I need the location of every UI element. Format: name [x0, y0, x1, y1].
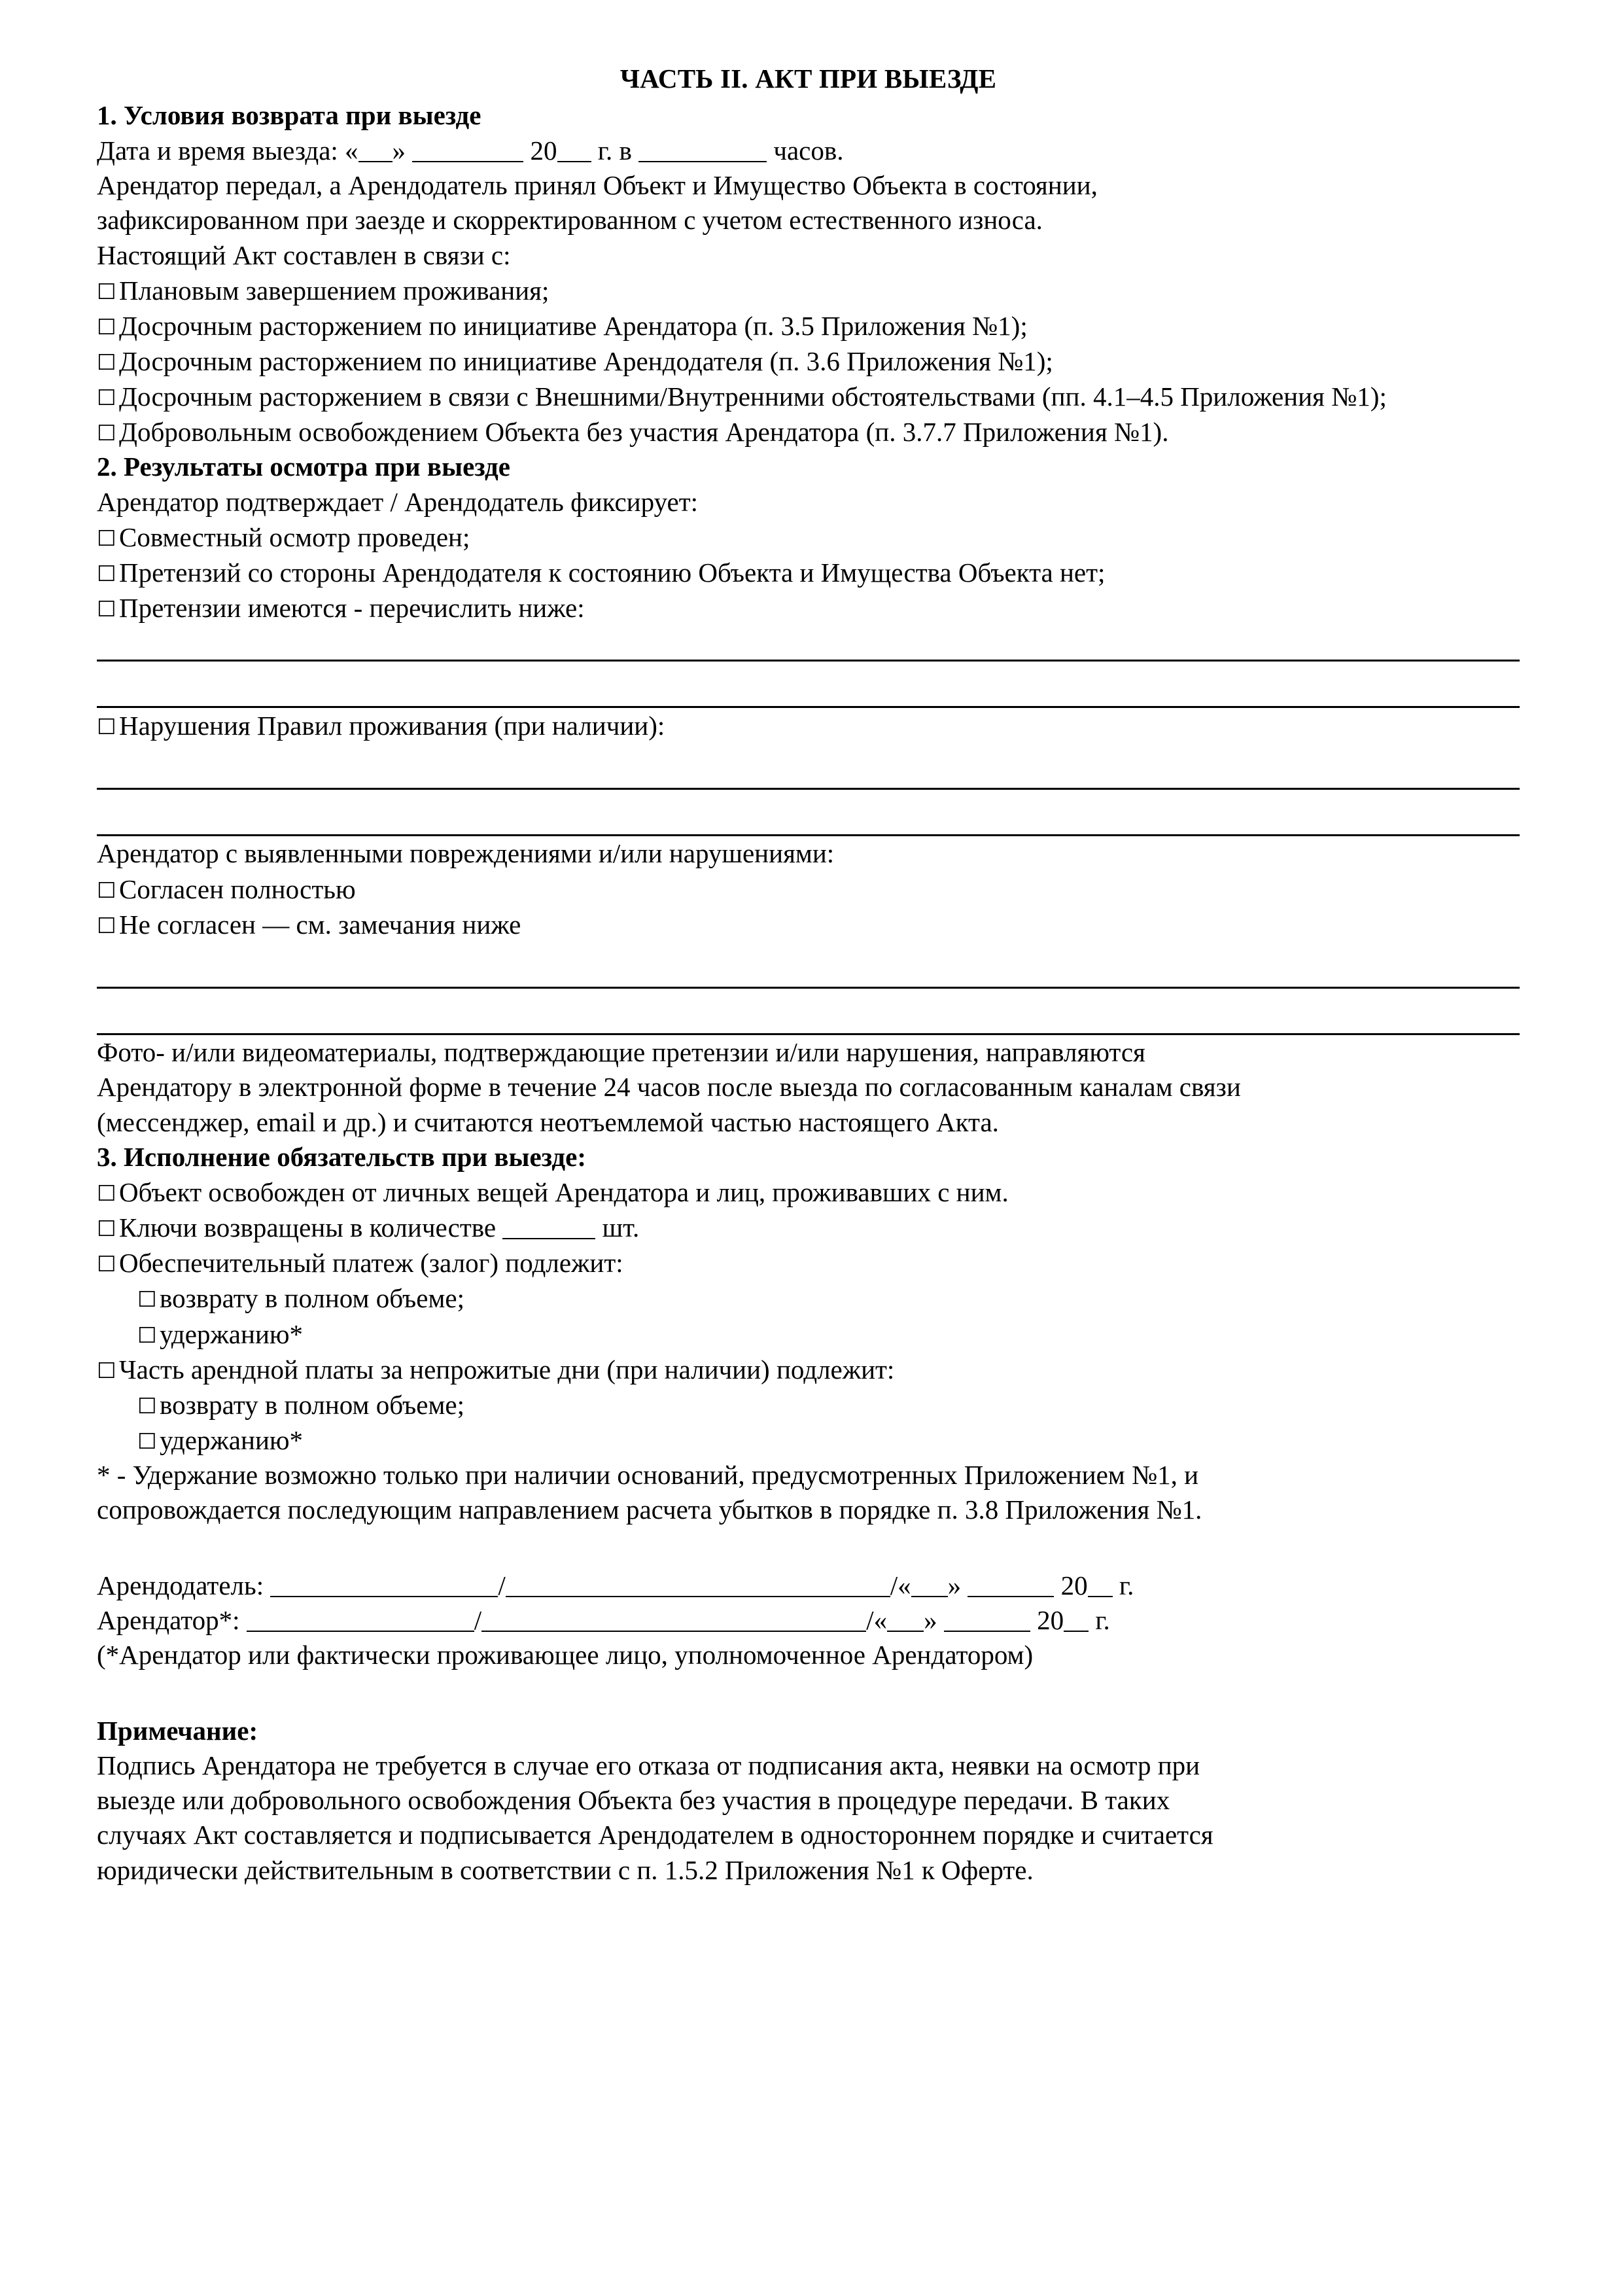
obligation-keys-returned[interactable] [97, 1210, 1520, 1245]
checkbox-icon[interactable]: ☐ [97, 349, 116, 376]
inspection-option-joint[interactable] [97, 520, 1520, 555]
keys-count-blank[interactable] [502, 1238, 595, 1239]
signature-top-spacer [97, 1528, 1520, 1568]
landlord-year-blank[interactable] [1088, 1596, 1113, 1597]
inspection-option-label: Претензий со стороны Арендодателя к состоянию Объекта и Имущества Объекта нет; [119, 557, 1106, 588]
rent-option-label: удержанию* [160, 1424, 304, 1455]
tenant-label: Арендатор*: [97, 1604, 240, 1635]
handover-paragraph-line-2: зафиксированном при заезде и скорректированном с учетом естественного износа. [97, 205, 1043, 236]
keys-suffix-label: шт. [602, 1212, 640, 1243]
remarks-write-space-2 [97, 989, 1520, 1033]
checkbox-icon[interactable]: ☐ [97, 1180, 116, 1207]
year-prefix: 20 [1060, 1570, 1088, 1600]
note-line-1: Подпись Арендатора не требуется в случае его отказа от подписания акта, неявки на осмотр при [97, 1750, 1200, 1780]
obligation-deposit[interactable] [97, 1245, 1520, 1280]
checkbox-icon[interactable]: ☐ [137, 1392, 157, 1419]
tenant-year-blank[interactable] [1064, 1631, 1089, 1632]
note-line-2: выезде или добровольного освобождения Объекта без участия в процедуре передачи. В таких [97, 1785, 1170, 1816]
deposit-label: Обеспечительный платеж (залог) подлежит: [119, 1248, 623, 1279]
year-suffix: г. [1119, 1570, 1134, 1600]
date-line-after-day: » [392, 135, 406, 166]
landlord-signature-blank[interactable] [270, 1596, 498, 1597]
date-open-quote: « [898, 1570, 911, 1600]
date-line-prefix: Дата и время выезда: « [97, 135, 358, 166]
slash-separator: / [498, 1570, 506, 1600]
rent-label: Часть арендной платы за непрожитые дни (при наличии) подлежит: [119, 1354, 895, 1385]
violations-option-label: Нарушения Правил проживания (при наличии): [119, 711, 665, 741]
keys-prefix-label: Ключи возвращены в количестве [119, 1212, 497, 1243]
inspection-option-no-claims[interactable] [97, 555, 1520, 590]
tenant-agreement-intro: Арендатор с выявленными повреждениями и/или нарушениями: [97, 838, 835, 869]
media-paragraph-line-2: Арендатору в электронной форме в течение 24 часов после выезда по согласованным каналам связи [97, 1072, 1241, 1103]
date-line-after-year: г. в [597, 135, 632, 166]
note-line-4: юридически действительным в соответствии с п. 1.5.2 Приложения №1 к Оферте. [97, 1854, 1034, 1885]
note-heading: Примечание: [97, 1715, 258, 1746]
checkbox-icon[interactable]: ☐ [97, 1357, 116, 1383]
checkbox-icon[interactable]: ☐ [97, 420, 116, 446]
landlord-label: Арендодатель: [97, 1570, 264, 1600]
claims-write-space-1 [97, 626, 1520, 660]
year-blank[interactable] [557, 161, 591, 162]
date-line-suffix: часов. [773, 135, 844, 166]
media-paragraph-line-1: Фото- и/или видеоматериалы, подтверждающие претензии и/или нарушения, направляются [97, 1036, 1145, 1067]
rent-option-label: возврату в полном объеме; [160, 1389, 464, 1420]
reason-option-planned[interactable] [97, 273, 1520, 308]
checkbox-icon[interactable]: ☐ [97, 1251, 116, 1277]
year-prefix: 20 [530, 135, 557, 166]
note-top-spacer [97, 1673, 1520, 1714]
reason-option-landlord-early[interactable] [97, 344, 1520, 379]
section-3-heading: 3. Исполнение обязательств при выезде: [97, 1141, 586, 1172]
violations-write-space-1 [97, 743, 1520, 788]
tenant-day-blank[interactable] [887, 1631, 924, 1632]
tenant-fio-blank[interactable] [481, 1631, 866, 1632]
media-paragraph-line-3: (мессенджер, email и др.) и считаются неотъемлемой частью настоящего Акта. [97, 1106, 999, 1137]
checkbox-icon[interactable]: ☐ [137, 1428, 157, 1454]
reason-option-label: Досрочным расторжением по инициативе Арендодателя (п. 3.6 Приложения №1); [119, 346, 1053, 377]
checkbox-icon[interactable]: ☐ [97, 561, 116, 587]
remarks-write-space-1 [97, 942, 1520, 987]
withholding-footnote-line-1: * - Удержание возможно только при наличии оснований, предусмотренных Приложением №1, и [97, 1460, 1199, 1491]
deposit-option-full-refund[interactable] [97, 1280, 1520, 1316]
inspection-option-label: Совместный осмотр проведен; [119, 522, 470, 552]
checkbox-icon[interactable]: ☐ [97, 912, 116, 938]
inspection-intro: Арендатор подтверждает / Арендодатель фиксирует: [97, 486, 699, 517]
inspection-option-label: Претензии имеются - перечислить ниже: [119, 593, 585, 624]
checkbox-icon[interactable]: ☐ [97, 596, 116, 622]
checkbox-icon[interactable]: ☐ [137, 1322, 157, 1348]
violations-write-space-2 [97, 790, 1520, 834]
agreement-option-label: Согласен полностью [119, 874, 356, 904]
slash-separator: / [866, 1604, 874, 1635]
reason-option-voluntary[interactable] [97, 414, 1520, 450]
handover-paragraph-line-1: Арендатор передал, а Арендодатель принял Объект и Имущество Объекта в состоянии, [97, 169, 1098, 200]
checkbox-icon[interactable]: ☐ [97, 525, 116, 551]
checkbox-icon[interactable]: ☐ [97, 877, 116, 903]
checkbox-icon[interactable]: ☐ [97, 278, 116, 304]
obligation-label: Объект освобожден от личных вещей Арендатора и лиц, проживавших с ним. [119, 1177, 1009, 1208]
checkbox-icon[interactable]: ☐ [97, 1216, 116, 1242]
checkbox-icon[interactable]: ☐ [97, 714, 116, 740]
reason-option-circumstances[interactable] [97, 379, 1520, 414]
section-1-heading: 1. Условия возврата при выезде [97, 100, 481, 131]
checkbox-icon[interactable]: ☐ [97, 385, 116, 411]
date-close-quote: » [924, 1604, 937, 1635]
slash-separator: / [474, 1604, 482, 1635]
year-prefix: 20 [1037, 1604, 1064, 1635]
rent-option-withholding[interactable] [97, 1422, 1520, 1458]
reason-option-tenant-early[interactable] [97, 308, 1520, 344]
act-reason-intro: Настоящий Акт составлен в связи с: [97, 239, 511, 270]
landlord-month-blank[interactable] [968, 1596, 1054, 1597]
inspection-option-claims-exist[interactable] [97, 590, 1520, 626]
reason-option-label: Добровольным освобождением Объекта без участия Арендатора (п. 3.7.7 Приложения №1). [119, 417, 1169, 448]
section-2-heading: 2. Результаты осмотра при выезде [97, 451, 510, 482]
agreement-option-label: Не согласен — см. замечания ниже [119, 909, 521, 940]
obligation-objects-cleared[interactable] [97, 1174, 1520, 1210]
deposit-option-label: удержанию* [160, 1318, 304, 1349]
date-close-quote: » [947, 1570, 962, 1600]
agreement-option-disagree[interactable] [97, 907, 1520, 942]
page-title: ЧАСТЬ II. АКТ ПРИ ВЫЕЗДЕ [620, 63, 997, 94]
date-open-quote: « [873, 1604, 888, 1635]
landlord-fio-blank[interactable] [506, 1596, 890, 1597]
deposit-option-withholding[interactable] [97, 1316, 1520, 1352]
deposit-option-label: возврату в полном объеме; [160, 1283, 464, 1314]
day-blank[interactable] [358, 161, 393, 162]
slash-separator: / [890, 1570, 898, 1600]
landlord-day-blank[interactable] [911, 1596, 948, 1597]
tenant-month-blank[interactable] [944, 1631, 1030, 1632]
violations-option[interactable] [97, 708, 1520, 743]
agreement-option-agree[interactable] [97, 872, 1520, 907]
note-line-3: случаях Акт составляется и подписывается Арендодателем в одностороннем порядке и считается [97, 1820, 1213, 1850]
year-suffix: г. [1095, 1604, 1110, 1635]
landlord-signature-row[interactable] [97, 1568, 1520, 1603]
tenant-signature-footnote: (*Арендатор или фактически проживающее лицо, уполномоченное Арендатором) [97, 1640, 1034, 1670]
reason-option-label: Досрочным расторжением в связи с Внешними/Внутренними обстоятельствами (пп. 4.1–4.5 Приложения №1); [119, 381, 1387, 412]
withholding-footnote-line-2: сопровождается последующим направлением расчета убытков в порядке п. 3.8 Приложения №1. [97, 1494, 1202, 1525]
claims-write-space-2 [97, 662, 1520, 706]
tenant-signature-blank[interactable] [247, 1631, 474, 1632]
month-blank[interactable] [412, 161, 523, 162]
checkbox-icon[interactable]: ☐ [137, 1286, 157, 1313]
hour-blank[interactable] [638, 161, 767, 162]
reason-option-label: Плановым завершением проживания; [119, 275, 550, 306]
tenant-signature-row[interactable] [97, 1603, 1520, 1638]
reason-option-label: Досрочным расторжением по инициативе Арендатора (п. 3.5 Приложения №1); [119, 310, 1028, 341]
departure-date-line [97, 133, 1520, 168]
checkbox-icon[interactable]: ☐ [97, 313, 116, 340]
obligation-rent-part[interactable] [97, 1352, 1520, 1387]
rent-option-full-refund[interactable] [97, 1387, 1520, 1422]
